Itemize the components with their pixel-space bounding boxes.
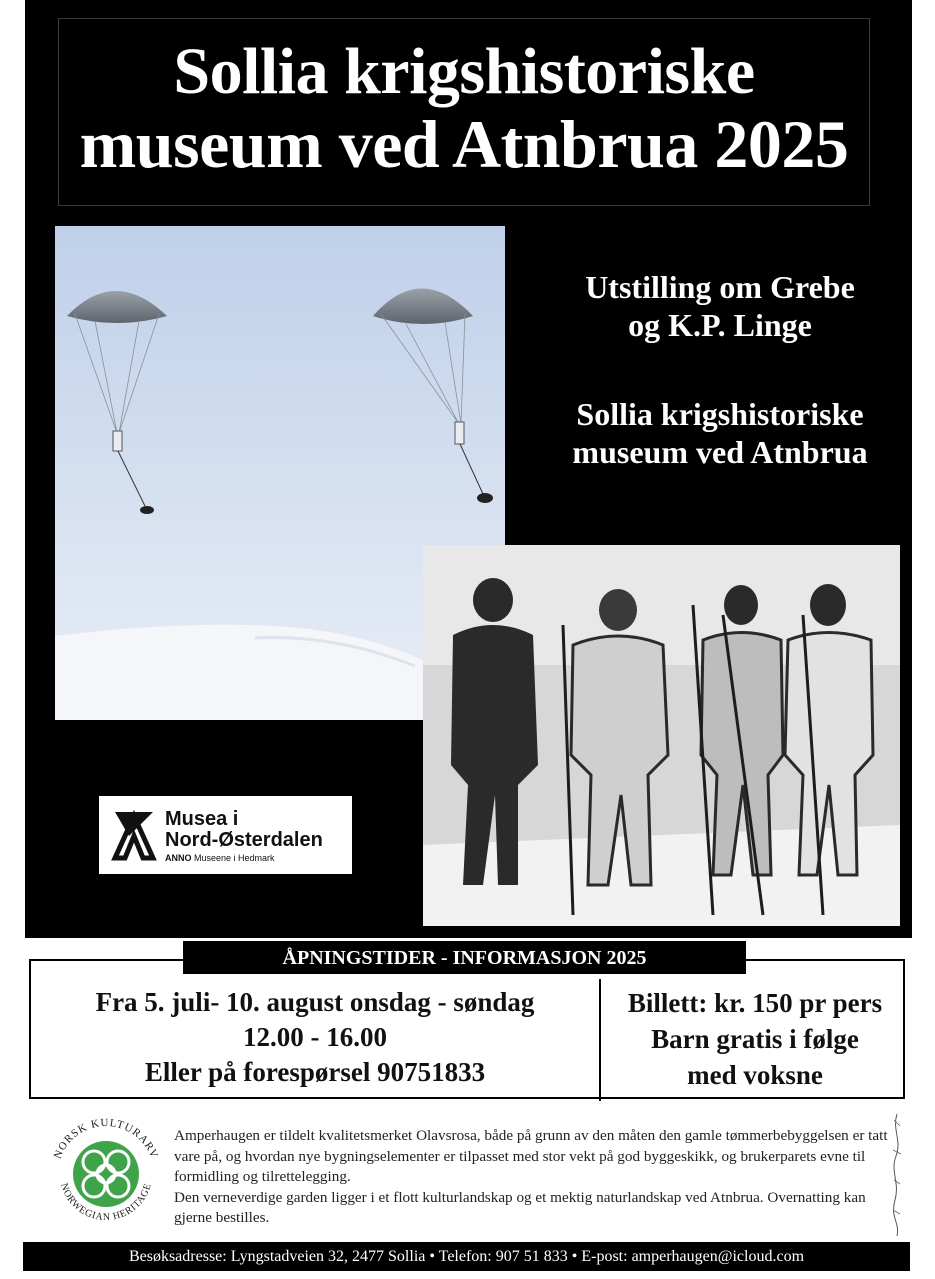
- poster-header-panel: [25, 0, 912, 938]
- exhibition-subtitle-line-1: Utstilling om Grebe: [585, 269, 855, 305]
- museum-logo-tagline-brand: ANNO: [165, 853, 192, 863]
- museum-logo-name-line-1: Musea i: [165, 808, 239, 830]
- opening-time: 12.00 - 16.00: [243, 1022, 387, 1052]
- exhibition-subtitle: [525, 268, 915, 344]
- vertical-signature-mark: [888, 1110, 906, 1240]
- museum-subtitle-line-1: Sollia krigshistoriske: [576, 396, 864, 432]
- about-paragraph-2: Den verneverdige garden ligger i et flott kulturlandskap og et mektig naturlandskap ved Atnbrua. Overnatting kan gjerne bestilles.: [174, 1188, 866, 1226]
- museum-logo-tagline-rest: Museene i Hedmark: [191, 853, 275, 863]
- opening-hours-header: ÅPNINGSTIDER - INFORMASJON 2025: [183, 941, 746, 974]
- info-divider: [599, 979, 601, 1101]
- museum-subtitle: [525, 395, 915, 471]
- historic-soldiers-photo: [423, 545, 900, 926]
- museum-logo-tagline: [165, 853, 275, 863]
- on-request-phone: Eller på forespørsel 90751833: [144, 1057, 486, 1087]
- about-amperhaugen-text: [174, 1126, 890, 1229]
- historic-soldiers-illustration: [423, 545, 900, 926]
- exhibition-subtitle-line-2: og K.P. Linge: [628, 307, 812, 343]
- ticket-info-text: [605, 985, 905, 1093]
- title-line-2: museum ved Atnbrua 2025: [79, 106, 849, 182]
- heritage-ring-bottom-text: NORWEGIAN HERITAGE: [58, 1181, 154, 1224]
- museum-logo: [99, 796, 352, 874]
- heritage-ring-top-text: NORSK KULTURARV: [51, 1116, 161, 1161]
- museum-logo-name-line-2: Nord-Østerdalen: [165, 829, 323, 851]
- ticket-price: Billett: kr. 150 pr pers: [627, 988, 883, 1018]
- opening-period: Fra 5. juli- 10. august onsdag - søndag: [95, 987, 535, 1017]
- children-free-line-2: med voksne: [687, 1060, 823, 1090]
- footer-contact-bar: [23, 1242, 910, 1271]
- museum-subtitle-line-2: museum ved Atnbrua: [572, 434, 868, 470]
- opening-hours-text: [35, 985, 595, 1090]
- about-paragraph-1: Amperhaugen er tildelt kvalitetsmerket Olavsrosa, både på grunn av den måten den gamle tømmerbebyggelsen er tatt vare på, og hvordan nye bygningselementer er tilpasset med stor vekt på god byggeskikk, og brukerparets evne til formidling og tilrettelegging.: [174, 1127, 888, 1185]
- children-free-line-1: Barn gratis i følge: [651, 1024, 859, 1054]
- olavsrosa-knot-icon: [44, 1112, 169, 1232]
- museum-logo-icon: [109, 806, 159, 864]
- opening-hours-box: [29, 959, 905, 1099]
- footer-contact-text: Besøksadresse: Lyngstadveien 32, 2477 Sollia • Telefon: 907 51 833 • E-post: amperhaugen@icloud.com: [128, 1248, 805, 1265]
- title-box: [58, 18, 870, 206]
- title-line-1: Sollia krigshistoriske: [173, 35, 755, 108]
- norwegian-heritage-logo: [44, 1112, 169, 1232]
